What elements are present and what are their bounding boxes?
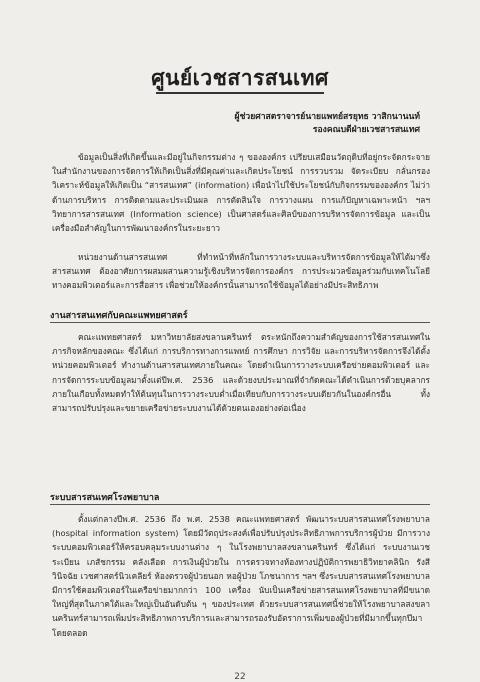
page-title: ศูนย์เวชสารสนเทศ: [151, 65, 329, 90]
section-heading-medical-faculty: งานสารสนเทศกับคณะแพทยศาสตร์: [50, 311, 188, 321]
section-divider: [50, 504, 430, 505]
author-position: รองคณบดีฝ่ายเวชสารสนเทศ: [312, 125, 420, 135]
section1-paragraph: [52, 330, 430, 415]
intro-paragraph-2: [52, 250, 430, 293]
intro-paragraph-1: [52, 150, 430, 235]
section2-paragraph: [52, 512, 430, 640]
page-number: 22: [234, 672, 246, 682]
author-name: ผู้ช่วยศาสตราจารย์นายแพทย์สรยุทธ วาสิกนานนท์: [234, 112, 420, 122]
section-heading-hospital-information: ระบบสารสนเทศโรงพยาบาล: [50, 493, 160, 503]
title-underline: [156, 92, 324, 94]
section-divider: [50, 322, 430, 323]
intro-paragraph-2-text: หน่วยงานด้านสารสนเทศ ที่ทำหน้าที่หลักในการวางระบบและบริหารจัดการข้อมูลให้ได้มาซึ่งสารสนเทศ ต้องอาศัยการผสมผสานความรู้เชิงบริหารจัดการองค์กร การประมวลข้อมูลร่วมกับเทคโนโลยีทางคอมพิวเตอร์และการสื่อสาร เพื่อช่วยให้องค์กรนั้นสามารถใช้ข้อมูลได้อย่างมีประสิทธิภาพ: [52, 252, 430, 291]
section1-paragraph-text: คณะแพทยศาสตร์ มหาวิทยาลัยสงขลานครินทร์ ตระหนักถึงความสำคัญของการใช้สารสนเทศในภารกิจหลักของคณะ ซึ่งได้แก่ การบริการทางการแพทย์ การศึกษา การวิจัย และการบริหารจัดการจึงได้ตั้งหน่วยคอมพิวเตอร์ ทำงานด้านสารสนเทศภายในคณะ โดยดำเนินการวางระบบเครือข่ายคอมพิวเตอร์ และการจัดการระบบข้อมูลมาตั้งแต่ปีพ.ศ. 2536 และด้วยงบประมาณที่จำกัดคณะได้ดำเนินการด้วยบุคลากรภายในเกือบทั้งหมดทำให้ต้นทุนในการวางระบบต่ำเมื่อเทียบกับการวางระบบเดียวกันในองค์กรอื่น ทั้งสามารถปรับปรุงและขยายเครือข่ายระบบงานได้ด้วยตนเองอย่างต่อเนื่อง: [52, 332, 430, 414]
section2-paragraph-text: ตั้งแต่กลางปีพ.ศ. 2536 ถึง พ.ศ. 2538 คณะแพทยศาสตร์ พัฒนาระบบสารสนเทศโรงพยาบาล (hospital information system) โดยมีวัตถุประสงค์เพื่อปรับปรุงประสิทธิภาพการบริการผู้ป่วย มีการวางระบบคอมพิวเตอร์ให้ครอบคลุมระบบงานต่าง ๆ ในโรงพยาบาลสงขลานครินทร์ ซึ่งได้แก่ ระบบงานเวชระเบียน เภสัชกรรม คลังเลือด การเงินผู้ป่วยใน การตรวจทางห้องทางปฏิบัติการพยาธิวิทยาคลินิก รังสีวินิจฉัย เวชศาสตร์นิวเคลียร์ ห้องตรวจผู้ป่วยนอก หอผู้ป่วย โภชนาการ ฯลฯ ซึ่งระบบสารสนเทศโรงพยาบาล มีการใช้คอมพิวเตอร์ในเครือข่ายมากกว่า 100 เครื่อง นับเป็นเครือข่ายสารสนเทศโรงพยาบาลที่มีขนาดใหญ่ที่สุดในภาคใต้และใหญ่เป็นอันดับต้น ๆ ของประเทศ ด้วยระบบสารสนเทศนี้ช่วยให้โรงพยาบาลสงขลานครินทร์สามารถเพิ่มประสิทธิภาพการบริการและสามารถรองรับอัตราการเพิ่มของผู้ป่วยที่มีมากขึ้นทุกปีมาโดยตลอด: [52, 514, 430, 638]
intro-paragraph-1-text: ข้อมูลเป็นสิ่งที่เกิดขึ้นและมีอยู่ในกิจกรรมต่าง ๆ ขององค์กร เปรียบเสมือนวัตถุดิบที่อยู่กระจัดกระจายในสำนักงานของการจัดการให้เกิดเป็นสิ่งที่มีคุณค่าและเกิดประโยชน์ การรวบรวม จัดระเบียบ กลั่นกรอง วิเคราะห์ข้อมูลให้เกิดเป็น “สารสนเทศ” (information) เพื่อนำไปใช้ประโยชน์กับกิจกรรมขององค์กร ไม่ว่าด้านการบริหาร การติดตามและประเมินผล การตัดสินใจ การวางแผน การแก้ปัญหาเฉพาะหน้า ฯลฯ วิทยาการสารสนเทศ (Information science) เป็นศาสตร์และศิลป์ของการบริหารจัดการข้อมูล และเป็นเครื่องมือสำคัญในการพัฒนาองค์กรในระยะยาว: [52, 152, 430, 234]
author-block: [235, 111, 420, 137]
